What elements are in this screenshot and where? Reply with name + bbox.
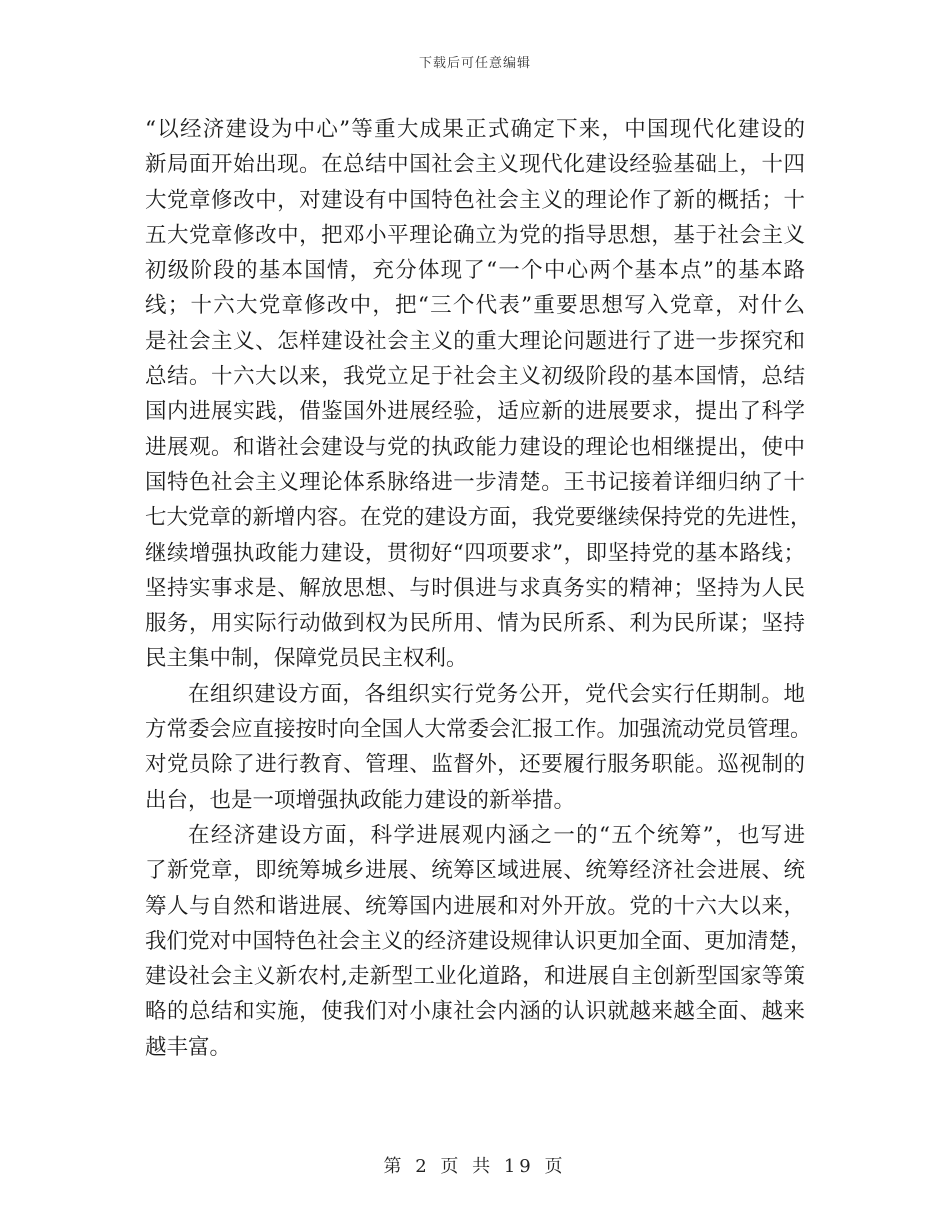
paragraph [145,677,812,818]
text-line: 国特色社会主义理论体系脉络进一步清楚。王书记接着详细归纳了十 [145,469,805,495]
paragraph [145,112,812,677]
text-line: 了新党章，即统筹城乡进展、统筹区域进展、统筹经济社会进展、统 [145,858,805,884]
text-line: 国内进展实践，借鉴国外进展经验，适应新的进展要求，提出了科学 [145,399,805,425]
text-line: 初级阶段的基本国情，充分体现了“一个中心两个基本点”的基本路 [145,258,805,284]
text-line: 进展观。和谐社会建设与党的执政能力建设的理论也相继提出，使中 [145,434,805,460]
text-line: 越丰富。 [145,1034,232,1060]
text-line: 出台，也是一项增强执政能力建设的新举措。 [145,787,576,813]
text-line: 服务，用实际行动做到权为民所用、情为民所系、利为民所谋；坚持 [145,611,805,637]
page-header: 下载后可任意编辑 [418,56,531,71]
text-line: 民主集中制，保障党员民主权利。 [145,646,468,672]
page-footer-page-number: 第 2 页 共 19 页 [383,1156,567,1177]
text-line: 继续增强执政能力建设，贯彻好“四项要求”，即坚持党的基本路线； [145,540,805,566]
text-line: 坚持实事求是、解放思想、与时俱进与求真务实的精神；坚持为人民 [145,575,805,601]
text-line: 线；十六大党章修改中，把“三个代表”重要思想写入党章，对什么 [145,293,805,319]
text-line: 对党员除了进行教育、管理、监督外，还要履行服务职能。巡视制的 [145,752,805,778]
text-line: 在组织建设方面，各组织实行党务公开，党代会实行任期制。地 [188,681,805,707]
text-line: 在经济建设方面，科学进展观内涵之一的“五个统筹”，也写进 [188,822,805,848]
text-line: 总结。十六大以来，我党立足于社会主义初级阶段的基本国情，总结 [145,364,805,390]
text-line: 大党章修改中，对建设有中国特色社会主义的理论作了新的概括；十 [145,187,805,213]
text-line: 五大党章修改中，把邓小平理论确立为党的指导思想，基于社会主义 [145,222,805,248]
text-line: 新局面开始出现。在总结中国社会主义现代化建设经验基础上，十四 [145,152,805,178]
text-line: 略的总结和实施，使我们对小康社会内涵的认识就越来越全面、越来 [145,999,805,1025]
document-body [145,112,812,1065]
paragraph-container [145,112,812,1065]
text-line: 七大党章的新增内容。在党的建设方面，我党要继续保持党的先进性， [145,505,812,531]
text-line: 建设社会主义新农村,走新型工业化道路，和进展自主创新型国家等策 [145,964,805,990]
text-line: 方常委会应直接按时向全国人大常委会汇报工作。加强流动党员管理。 [145,717,812,743]
text-line: 我们党对中国特色社会主义的经济建设规律认识更加全面、更加清楚， [145,928,812,954]
text-line: 筹人与自然和谐进展、统筹国内进展和对外开放。党的十六大以来， [145,893,805,919]
text-line: 是社会主义、怎样建设社会主义的重大理论问题进行了进一步探究和 [145,328,805,354]
text-line: “以经济建设为中心”等重大成果正式确定下来，中国现代化建设的 [145,117,805,142]
paragraph [145,818,812,1065]
